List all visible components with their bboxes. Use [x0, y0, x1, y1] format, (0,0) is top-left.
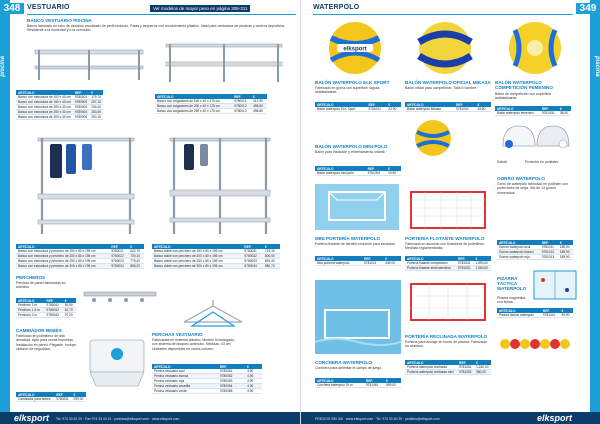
cell: 290,10 — [91, 115, 101, 120]
miniporteria-image — [315, 184, 399, 230]
cell: Banco con colgadores de 200 x 40 x 175 cm — [155, 104, 232, 109]
percheros-desc: Perchas de pared fabricadas en aluminio. — [16, 281, 66, 290]
col-header: € — [251, 94, 267, 99]
cell: Percha vestuario azul — [152, 369, 218, 374]
balon-mikasa-title: BALÓN WATERPOLO OFICIAL MIKASA — [405, 80, 491, 85]
cell: Percha vestuario blanca — [152, 374, 218, 379]
cell: 9780024 — [109, 264, 128, 269]
cell: 9780042 — [45, 308, 63, 313]
col-header: € — [128, 244, 144, 249]
col-header: REF. — [457, 360, 474, 365]
gorro-image — [497, 118, 573, 158]
table-row — [315, 107, 401, 112]
porteria-reclinada-title: PORTERÍA RECLINADA WATERPOLO — [405, 334, 488, 339]
col-header: ARTÍCULO — [495, 106, 540, 111]
table-row — [16, 313, 76, 318]
wardrobe-bench-image — [24, 130, 148, 240]
col-header: REF. — [454, 102, 475, 107]
cell: 234,00 — [91, 105, 101, 110]
cell: Banco con estructura de 150 x 40 cm — [18, 100, 71, 105]
col-header: ARTÍCULO — [152, 364, 218, 369]
bancos-table-b — [155, 94, 267, 114]
perchero-image — [80, 286, 160, 308]
balon-femenino-title: BALÓN WATERPOLO COMPETICIÓN FEMENINO — [495, 80, 553, 90]
balon-elk-image — [315, 20, 395, 76]
cell: 69,50 — [63, 303, 76, 308]
cell: 455,60 — [251, 104, 267, 109]
table-row — [497, 255, 573, 260]
col-header: REF. — [540, 240, 558, 245]
perchas-desc: Fabricadas en material plástico. Modelo homologado, con sistema de bloqueo antirrobo. Medidas: 43 cm. Unidades disponibles en varios colores. — [152, 338, 236, 351]
cell: 856,20 — [128, 264, 144, 269]
cell: 9780021 — [109, 249, 128, 254]
cell: 498,80 — [251, 109, 267, 114]
cell: Banco doble con perchero de 250 x 80 x 195 cm — [152, 259, 242, 264]
cell: Banco con estructura y perchero de 250 x 80 x 195 cm — [16, 259, 109, 264]
col-header: REF. — [54, 392, 71, 397]
cell: 22,90 — [386, 107, 401, 112]
cell: 9780043 — [45, 313, 63, 318]
right-page-number: 349 — [576, 3, 600, 14]
percheros-title: PERCHEROS — [16, 275, 46, 280]
perchas-title: PERCHAS VESTUARIO — [152, 332, 203, 337]
cell: 4,90 — [245, 374, 262, 379]
table-row — [405, 266, 491, 271]
cell: 4,90 — [245, 389, 262, 394]
cell: 9780013 — [232, 109, 251, 114]
cell: 263,40 — [91, 110, 101, 115]
col-header: ARTÍCULO — [315, 378, 364, 383]
balon-mini-title: BALÓN WATERPOLO MINI-POLO — [315, 144, 388, 149]
bancos-table-a — [16, 90, 103, 120]
balon-mini-table — [315, 166, 401, 176]
cell: 9781003 — [540, 111, 558, 116]
balon-elk-desc: Fabricado en goma con superficie rugosa antideslizante. — [315, 86, 380, 95]
cell: 9780023 — [109, 259, 128, 264]
table-row — [315, 261, 401, 266]
right-side-label: piscina — [594, 56, 600, 77]
cell: Banco doble con perchero de 150 x 80 x 195 cm — [152, 249, 242, 254]
cell: Balón waterpolo ELK Sport — [315, 107, 366, 112]
cell: Banco con colgadores de 250 x 40 x 175 cm — [155, 109, 232, 114]
cell: Percha vestuario verde — [152, 389, 218, 394]
cell: 38,50 — [558, 111, 571, 116]
table-row — [497, 313, 573, 318]
col-header: ARTÍCULO — [497, 308, 541, 313]
cell: Banco con estructura y perchero de 300 x 80 x 195 cm — [16, 264, 109, 269]
col-header: € — [63, 298, 76, 303]
cell: 9781041 — [541, 313, 560, 318]
pizarra-image — [533, 270, 577, 300]
col-header: REF. — [366, 166, 386, 171]
gorro-title: GORRO WATERPOLO — [497, 176, 545, 181]
ball-logo-text: elksport — [343, 46, 367, 53]
right-section-title: WATERPOLO — [313, 4, 360, 11]
table-row — [152, 389, 262, 394]
cell: Gorros waterpolo rojo — [497, 255, 540, 260]
right-page — [300, 0, 600, 424]
pizarra-table — [497, 308, 573, 318]
cell: 82,70 — [63, 308, 76, 313]
left-logo: elksport — [14, 413, 50, 423]
col-header: € — [475, 102, 491, 107]
col-header: € — [559, 308, 573, 313]
col-header: ARTÍCULO — [405, 102, 454, 107]
cell: Balón waterpolo femenino — [495, 111, 540, 116]
cell: 9781002 — [454, 107, 475, 112]
cell: 1.240,00 — [474, 365, 491, 370]
cell: Banco doble con perchero de 200 x 80 x 195 cm — [152, 254, 242, 259]
cell: 9780003 — [74, 105, 88, 110]
cell: 9780001 — [74, 95, 88, 100]
cell: 4,90 — [245, 379, 262, 384]
cell: 179,70 — [91, 95, 101, 100]
col-header: € — [72, 392, 86, 397]
bancos-title: BANCO VESTUARIO PISCINA — [27, 18, 92, 23]
miniporteria-desc: Portería flotante de tamaño reducido para iniciación. — [315, 242, 397, 246]
cell: 4,90 — [245, 384, 262, 389]
col-header: REF. — [364, 378, 384, 383]
cell: Portería waterpolo reclinada mini — [405, 370, 457, 375]
cell: 719,30 — [263, 249, 280, 254]
cambiador-title: CAMBIADOR BEBÉS — [16, 328, 62, 333]
cell: 9781051 — [457, 365, 474, 370]
table-row — [152, 264, 280, 269]
col-header: € — [386, 166, 401, 171]
col-header: ARTÍCULO — [315, 166, 366, 171]
col-header: € — [474, 360, 491, 365]
cell: 9781021 — [362, 261, 383, 266]
cell: Cambiador para bebés — [16, 397, 54, 402]
col-header: ARTÍCULO — [155, 94, 232, 99]
col-header: € — [558, 240, 573, 245]
cell: 9780032 — [242, 254, 262, 259]
col-header: ARTÍCULO — [405, 256, 456, 261]
cell: Banco con estructura de 100 x 40 cm — [18, 95, 71, 100]
balon-femenino-desc: Balón de competición con superficie antideslizante. — [495, 92, 552, 101]
cell: 9781061 — [364, 383, 384, 388]
col-header: ARTÍCULO — [16, 244, 109, 249]
cell: 59,90 — [559, 313, 573, 318]
cell: Banco con estructura de 300 x 40 cm — [18, 115, 71, 120]
cell: 9780022 — [109, 254, 128, 259]
cell: 9780064 — [218, 384, 245, 389]
left-side-label: piscina — [0, 56, 6, 77]
cell: Portería flotante competición — [405, 261, 456, 266]
cell: 9780005 — [74, 115, 88, 120]
percheros-table — [16, 298, 76, 318]
col-header: REF. — [366, 102, 386, 107]
porteria-reclinada-table — [405, 360, 491, 375]
right-head-rule — [313, 14, 573, 15]
col-header: REF. — [45, 298, 63, 303]
cell: 4,90 — [245, 369, 262, 374]
cell: 700,10 — [128, 254, 144, 259]
cell: Banco con estructura de 200 x 40 cm — [18, 105, 71, 110]
col-header: ARTÍCULO — [16, 298, 45, 303]
col-header: REF. — [540, 106, 558, 111]
balon-mini-desc: Balón para iniciación y entrenamiento infantil. — [315, 150, 386, 154]
cell: 19,90 — [386, 171, 401, 176]
porteria-reclinada-image — [405, 276, 491, 328]
col-header: ARTÍCULO — [315, 256, 362, 261]
cell: 207,10 — [91, 100, 101, 105]
cell: Corchera waterpolo 25 m — [315, 383, 364, 388]
corchera-image — [497, 326, 573, 362]
left-weight-note: Ver modelos de mayor peso en página 308-311 — [150, 5, 250, 12]
right-footer-contact: PRECIOS SIN IVA · www.elksport.com · Tel. 974 33 40 20 · pedidos@elksport.com — [315, 417, 440, 421]
cell: 9780034 — [242, 264, 262, 269]
cell: 9780011 — [232, 99, 251, 104]
cell: 806,50 — [263, 254, 280, 259]
balon-mikasa-image — [405, 20, 485, 76]
cell: 9781001 — [366, 107, 386, 112]
porteria-flotante-table — [405, 256, 491, 271]
cell: 9780031 — [242, 249, 262, 254]
wardrobe-table-a — [16, 244, 144, 269]
cell: 699,00 — [384, 383, 401, 388]
balon-femenino-table — [495, 106, 571, 116]
table-row — [16, 308, 76, 313]
table-row — [16, 397, 86, 402]
col-header: REF. — [541, 308, 560, 313]
cell: Portería flotante entrenamiento — [405, 266, 456, 271]
cell: Perchero 1,5 m — [16, 308, 45, 313]
perchas-image — [178, 296, 248, 330]
cell: 189,90 — [558, 245, 573, 250]
piscina-porteria-image — [315, 280, 401, 354]
cambiador-image — [84, 336, 150, 392]
cell: Percha vestuario amarilla — [152, 384, 218, 389]
col-header: REF. — [109, 244, 128, 249]
gorro-table — [497, 240, 573, 260]
col-header: ARTÍCULO — [16, 90, 73, 95]
table-row — [315, 383, 401, 388]
col-header: REF. — [218, 364, 245, 369]
cell: 299,00 — [72, 397, 86, 402]
balon-mini-image — [405, 118, 461, 158]
double-bench-image — [156, 130, 286, 240]
table-row — [155, 109, 267, 114]
table-row — [405, 370, 491, 375]
col-header: ARTÍCULO — [16, 392, 54, 397]
perchas-table — [152, 364, 262, 394]
cell: 9780002 — [74, 100, 88, 105]
porteria-reclinada-desc: Portería para anclaje en borde de piscina. Fabricada en aluminio. — [405, 340, 487, 349]
cell: Balón waterpolo Mikasa — [405, 107, 454, 112]
cell: 778,40 — [128, 259, 144, 264]
cell: 449,00 — [383, 261, 401, 266]
cell: 9780033 — [242, 259, 262, 264]
cambiador-desc: Fabricado en polietileno de alta densidad. Apto para zonas húmedas. Instalación en pared. Plegable. Incluye cinturón de seguridad. — [16, 334, 77, 351]
wardrobe-table-b — [152, 244, 280, 269]
corchera-table — [315, 378, 401, 388]
cell: 9781012 — [540, 250, 558, 255]
table-row — [405, 107, 491, 112]
cell: 9780012 — [232, 104, 251, 109]
cell: 9781011 — [540, 245, 558, 250]
cell: 189,90 — [558, 250, 573, 255]
cell: 97,20 — [63, 313, 76, 318]
cell: Perchero 2 m — [16, 313, 45, 318]
balon-elk-title: BALÓN WATERPOLO ELK SPORT — [315, 80, 390, 85]
cell: Gorros waterpolo blanco — [497, 250, 540, 255]
cell: 49,80 — [475, 107, 491, 112]
table-row — [16, 264, 144, 269]
cell: 1.560,00 — [474, 266, 492, 271]
cell: Gorros waterpolo azul — [497, 245, 540, 250]
cell: 1.890,00 — [474, 261, 492, 266]
cell: 9780004 — [74, 110, 88, 115]
col-header: REF. — [242, 244, 262, 249]
col-header: € — [474, 256, 492, 261]
gorro-label-kobalt: Kobalt — [497, 160, 507, 164]
cell: 893,40 — [263, 259, 280, 264]
balon-femenino-image — [495, 20, 575, 76]
cell: Banco doble con perchero de 300 x 80 x 195 cm — [152, 264, 242, 269]
col-header: REF. — [73, 90, 89, 95]
porteria-flotante-title: PORTERÍA FLOTANTE WATERPOLO — [405, 236, 485, 241]
cell: Banco con colgadores de 150 x 40 x 175 cm — [155, 99, 232, 104]
cell: Pizarra táctica waterpolo — [497, 313, 541, 318]
col-header: REF. — [232, 94, 251, 99]
cell: Percha vestuario roja — [152, 379, 218, 384]
col-header: € — [245, 364, 262, 369]
balon-mikasa-desc: Balón oficial para competición. Talla 5 hombre. — [405, 86, 478, 90]
cell: 9781031 — [456, 261, 473, 266]
cell: Balón waterpolo mini-polo — [315, 171, 366, 176]
cell: Mini portería waterpolo — [315, 261, 362, 266]
pizarra-desc: Pizarra magnética con fichas. — [497, 296, 526, 305]
cell: Perchero 1 m — [16, 303, 45, 308]
balon-mikasa-table — [405, 102, 491, 112]
right-logo: elksport — [536, 413, 572, 423]
cell: Banco con estructura y perchero de 150 x 80 x 195 cm — [16, 249, 109, 254]
table-row — [16, 115, 103, 120]
left-section-title: VESTUARIO — [27, 4, 70, 11]
balon-elk-table — [315, 102, 401, 112]
bench-image-simple — [27, 40, 152, 84]
cell: 9780062 — [218, 374, 245, 379]
bancos-desc: Banco fabricado en tubo de aluminio anodizado de perfil redondo. Patas y largueros con recubrimiento plástico. Ideal para vestuarios de piscinas y centros deportivos. Resistente a la humedad y a la corrosión. — [27, 24, 286, 33]
col-header: € — [386, 102, 401, 107]
cambiador-table — [16, 392, 86, 402]
cell: 980,70 — [263, 264, 280, 269]
cell: 9780063 — [218, 379, 245, 384]
cell: 9781013 — [540, 255, 558, 260]
col-header: ARTÍCULO — [315, 102, 366, 107]
cell: 980,00 — [474, 370, 491, 375]
cell: 622,70 — [128, 249, 144, 254]
corchera-desc: Corchera para delimitar el campo de juego. — [315, 366, 383, 370]
bench-image-hooks — [158, 40, 290, 84]
cell: 189,90 — [558, 255, 573, 260]
cell: 9781052 — [457, 370, 474, 375]
col-header: REF. — [456, 256, 473, 261]
left-footer-contact: Tel. 974 33 40 20 · Fax 974 33 40 21 · pedidos@elksport.com · www.elksport.com — [56, 417, 180, 421]
table-row — [495, 111, 571, 116]
porteria-flotante-image — [405, 184, 491, 236]
cell: 9780051 — [54, 397, 71, 402]
col-header: € — [384, 378, 401, 383]
cell: 412,90 — [251, 99, 267, 104]
cell: Banco con estructura de 250 x 40 cm — [18, 110, 71, 115]
col-header: ARTÍCULO — [152, 244, 242, 249]
cell: 9780065 — [218, 389, 245, 394]
col-header: REF. — [362, 256, 383, 261]
table-row — [16, 303, 76, 308]
gorro-label-protector: Protector en poliéster — [525, 160, 559, 164]
cell: 9780061 — [218, 369, 245, 374]
col-header: € — [263, 244, 280, 249]
col-header: ARTÍCULO — [405, 360, 457, 365]
left-head-rule — [27, 14, 296, 15]
table-row — [315, 171, 401, 176]
porteria-flotante-desc: Fabricada en aluminio con flotadores de polietileno. Medidas reglamentarias. — [405, 242, 485, 251]
left-side-tab — [0, 0, 10, 424]
cell: 9781032 — [456, 266, 473, 271]
right-side-tab — [590, 0, 600, 424]
cell: 9781004 — [366, 171, 386, 176]
cell: 9780041 — [45, 303, 63, 308]
cell: Portería waterpolo reclinada — [405, 365, 457, 370]
pizarra-title: PIZARRA TÁCTICA WATERPOLO — [497, 276, 527, 291]
col-header: ARTÍCULO — [497, 240, 540, 245]
col-header: € — [89, 90, 103, 95]
col-header: € — [558, 106, 571, 111]
cell: Banco con estructura y perchero de 200 x 80 x 195 cm — [16, 254, 109, 259]
corchera-title: CORCHERA WATERPOLO — [315, 360, 372, 365]
left-page-number: 348 — [0, 3, 24, 14]
miniporteria-title: MINI PORTERÍA WATERPOLO — [315, 236, 381, 241]
gorro-desc: Gorro de waterpolo fabricado en poliéster con protectores de oreja. Set de 13 gorros numerados. — [497, 182, 569, 195]
miniporteria-table — [315, 256, 401, 266]
col-header: € — [383, 256, 401, 261]
